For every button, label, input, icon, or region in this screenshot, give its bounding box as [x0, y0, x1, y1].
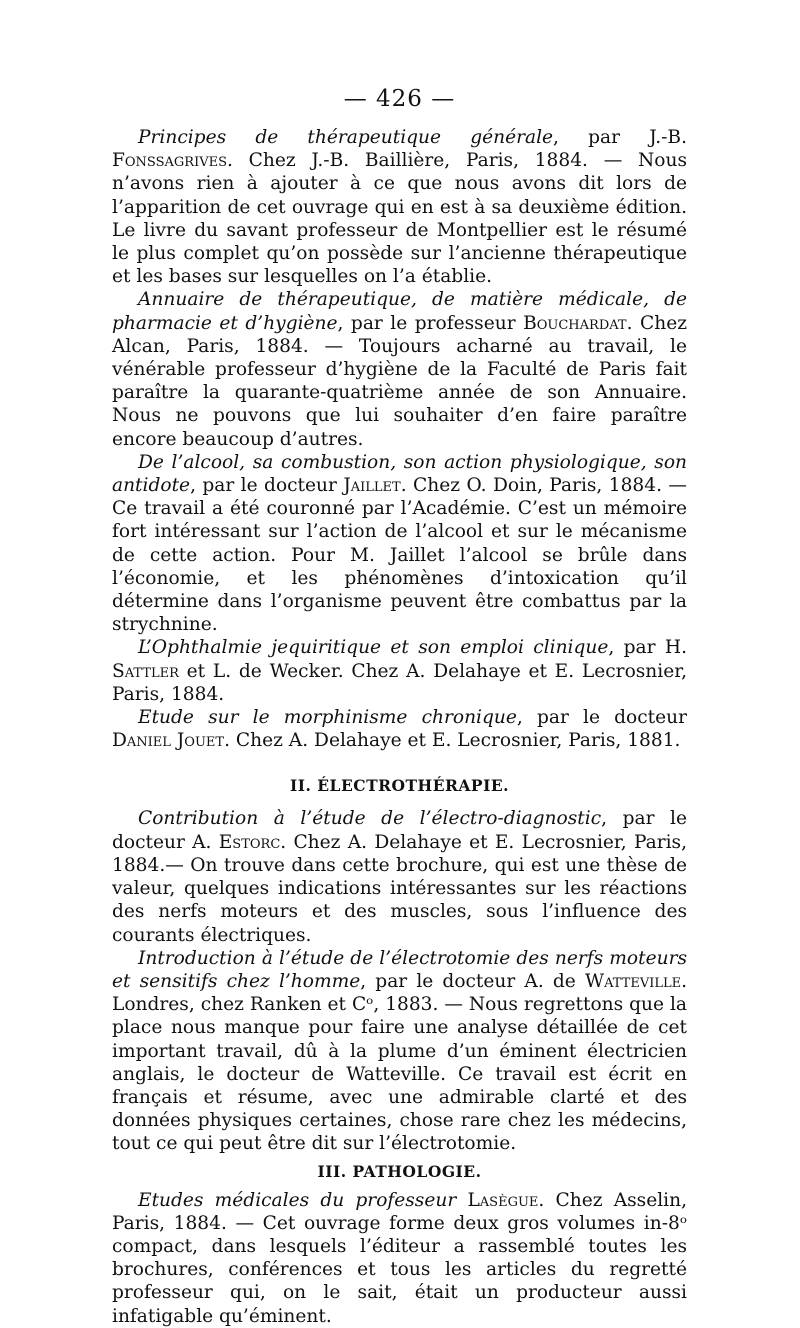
entry-author: Bouchardat [523, 312, 627, 334]
entry-morphinisme: Etude sur le morphinisme chronique, par le docteur Daniel Jouet. Chez A. Delahaye et E. Lecrosnier, Paris, 1881. [112, 707, 687, 752]
entry-title: L’Ophthalmie jequiritique et son emploi clinique [138, 637, 609, 659]
entry-title: Etude sur le morphinisme chronique [138, 707, 517, 729]
entry-title: Annuaire de thérapeutique, de matière médicale, de pharmacie et d’hygiène [112, 289, 687, 334]
entry-title: Contribution à l’étude de l’électro-diagnostic [138, 808, 602, 830]
entry-author: Daniel Jouet [112, 730, 225, 752]
entry-therapeutique: Principes de thérapeutique générale, par J.-B. Fonssagrives. Chez J.-B. Baillière, Paris, 1884. — Nous n’avons rien à ajouter à ce que nous avons dit lors de l’apparition de cet ouvrage qui en est à sa deuxième édition. Le livre du savant professeur de Montpellier est le résumé le plus complet qu’on possède sur l’ancienne thérapeutique et les bases sur lesquelles on l’a établie. [112, 127, 688, 288]
entry-electrotomie: Introduction à l’étude de l’électrotomie des nerfs moteurs et sensitifs chez l’homme, par le docteur A. de Watteville. Londres, chez Ranken et Cᵒ, 1883. — Nous regrettons que la place nous manque pour faire une analyse détaillée de cet important travail, dû à la plume d’un éminent électricien anglais, le docteur de Watteville. Ce travail est écrit en français et résume, avec une admirable clarté et des données physiques certaines, chose rare chez les médecins, tout ce qui peut être dit sur l’électrotomie. [112, 947, 688, 1155]
entry-author: Estorc [218, 831, 281, 853]
entry-title: De l’alcool, sa combustion, son action physiologique, son antidote [112, 451, 687, 497]
entry-author: Sattler [112, 660, 179, 682]
entry-electro-diagnostic: Contribution à l’étude de l’électro-diagnostic, par le docteur A. Estorc. Chez A. Delahaye et E. Lecrosnier, Paris, 1884.— On trouve dans cette brochure, qui est une thèse de valeur, quelques indications intéressantes sur les réactions des nerfs moteurs et des muscles, sous l’influence des courants électriques. [112, 808, 687, 946]
entry-title: Etudes médicales du professeur [138, 1189, 457, 1211]
entry-author: Fonssagrives [112, 150, 227, 172]
entry-author: Jaillet [343, 475, 401, 497]
entry-annuaire: Annuaire de thérapeutique, de matière médicale, de pharmacie et d’hygiène, par le professeur Bouchardat. Chez Alcan, Paris, 1884. — Toujours acharné au travail, le vénérable professeur d’hygiène de la Faculté de Paris fait paraître la quarante-quatrième année de son Annuaire. Nous ne pouvons que lui souhaiter d’en faire paraître encore beaucoup d’autres. [112, 289, 688, 450]
entry-title: Introduction à l’étude de l’électrotomie des nerfs moteurs et sensitifs chez l’homme [112, 947, 687, 992]
section-heading-pathologie: III. PATHOLOGIE. [317, 1161, 482, 1181]
entry-lasegue: Etudes médicales du professeur Lasègue. Chez Asselin, Paris, 1884. — Cet ouvrage forme deux gros volumes in-8ᵒ compact, dans lesquels l’éditeur a rassemblé toutes les brochures, conférences et tous les articles du regretté professeur qui, on le sait, était un producteur aussi infatigable qu’éminent. [112, 1189, 687, 1327]
entry-title: Principes de thérapeutique générale [138, 127, 554, 148]
entry-alcool: De l’alcool, sa combustion, son action physiologique, son antidote, par le docteur Jaillet. Chez O. Doin, Paris, 1884. — Ce travail a été couronné par l’Académie. C’est un mémoire fort intéressant sur l’action de l’alcool et sur le mécanisme de cette action. Pour M. Jaillet l’alcool se brûle dans l’économie, et les phénomènes d’intoxication qu’il détermine dans l’organisme peuvent être combattus par la strychnine. [112, 451, 687, 636]
entry-ophthalmie: L’Ophthalmie jequiritique et son emploi clinique, par H. Sattler et L. de Wecker. Chez A. Delahaye et E. Lecrosnier, Paris, 1884. [112, 637, 688, 705]
page-number: — 426 — [343, 86, 456, 112]
entry-author: Lasègue [467, 1189, 539, 1211]
page-body [112, 86, 687, 1328]
section-heading-electrotherapie: II. ÉLECTROTHÉRAPIE. [289, 776, 510, 796]
entry-author: Watteville [584, 970, 682, 992]
